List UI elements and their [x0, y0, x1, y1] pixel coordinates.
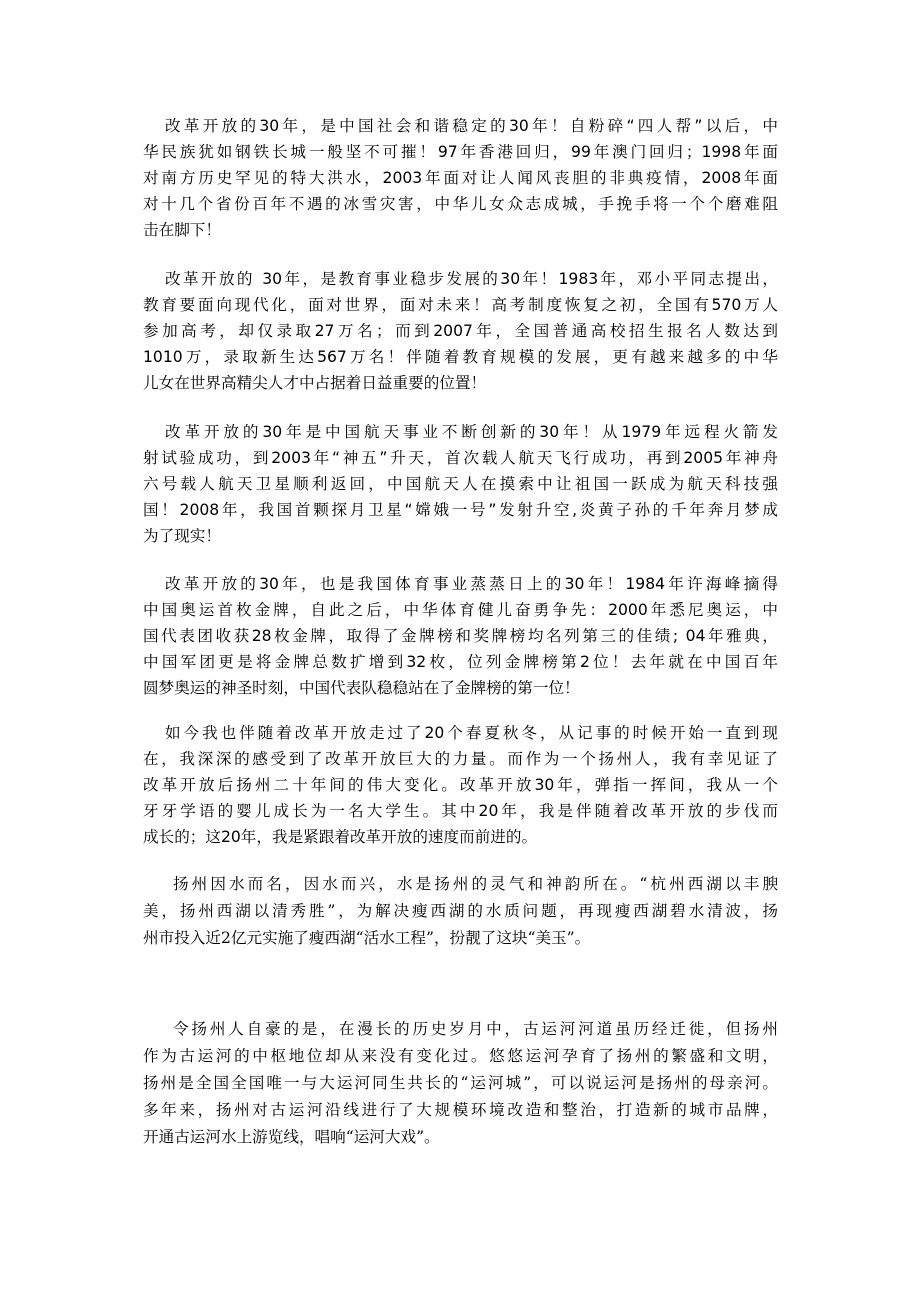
paragraph-personal-growth [143, 720, 778, 850]
paragraph-reform-social-stability [143, 113, 778, 243]
paragraph-line: 1010万，录取新生达567万名！伴随着教育规模的发展，更有越来越多的中华 [143, 348, 778, 366]
paragraph-reform-sports [143, 571, 778, 701]
paragraph-line: 作为古运河的中枢地位却从来没有变化过。悠悠运河孕育了扬州的繁盛和文明， [143, 1047, 778, 1065]
paragraph-reform-aerospace [143, 419, 778, 549]
paragraph-line: 射试验成功，到2003年“神五”升天，首次载人航天飞行成功，再到2005年神舟 [143, 449, 778, 467]
paragraph-line: 改革开放后扬州二十年间的伟大变化。改革开放30年，弹指一挥间，我从一个 [143, 776, 778, 794]
paragraph-line: 中国军团更是将金牌总数扩增到32枚，位列金牌榜第2位！去年就在中国百年 [143, 653, 778, 671]
paragraph-line: 圆梦奥运的神圣时刻，中国代表队稳稳站在了金牌榜的第一位！ [143, 679, 580, 697]
paragraph-line: 对十几个省份百年不遇的冰雪灾害，中华儿女众志成城，手挽手将一个个磨难阻 [143, 195, 778, 213]
paragraph-line: 儿女在世界高精尖人才中占据着日益重要的位置！ [143, 374, 487, 392]
paragraph-line: 中国奥运首枚金牌，自此之后，中华体育健儿奋勇争先：2000年悉尼奥运，中 [143, 601, 778, 619]
paragraph-line: 扬州是全国全国唯一与大运河同生共长的“运河城”，可以说运河是扬州的母亲河。 [143, 1074, 778, 1092]
paragraph-yangzhou-slender-west-lake [143, 871, 778, 952]
paragraph-line: 牙牙学语的婴儿成长为一名大学生。其中20年，我是伴随着改革开放的步伐而 [143, 802, 778, 820]
paragraph-line: 州市投入近2亿元实施了瘦西湖“活水工程”，扮靓了这块“美玉”。 [143, 929, 591, 947]
paragraph-line: 国！2008年，我国首颗探月卫星“嫦娥一号”发射升空,炎黄子孙的千年奔月梦成 [143, 501, 778, 519]
paragraph-line: 改革开放的30年是中国航天事业不断创新的30年！从1979年远程火箭发 [165, 423, 778, 441]
paragraph-line: 国代表团收获28枚金牌，取得了金牌榜和奖牌榜均名列第三的佳绩; 04年雅典， [143, 627, 778, 645]
paragraph-line: 令扬州人自豪的是，在漫长的历史岁月中，古运河河道虽历经迁徙，但扬州 [173, 1020, 778, 1038]
paragraph-line: 击在脚下！ [143, 221, 221, 239]
paragraph-line: 教育要面向现代化，面对世界，面对未来！高考制度恢复之初，全国有570万人 [143, 296, 778, 314]
paragraph-line: 参加高考，却仅录取27万名；而到2007年，全国普通高校招生报名人数达到 [143, 322, 778, 340]
paragraph-line: 为了现实！ [143, 527, 221, 545]
paragraph-line: 多年来，扬州对古运河沿线进行了大规模环境改造和整治，打造新的城市品牌， [143, 1101, 778, 1119]
paragraph-line: 改革开放的30年，是中国社会和谐稳定的30年！自粉碎“四人帮”以后，中 [165, 117, 778, 135]
paragraph-yangzhou-grand-canal [143, 1016, 778, 1151]
paragraph-line: 改革开放的30年，也是我国体育事业蒸蒸日上的30年！1984年许海峰摘得 [165, 575, 778, 593]
paragraph-line: 改革开放的 30年，是教育事业稳步发展的30年！1983年，邓小平同志提出， [165, 270, 778, 288]
paragraph-reform-education [143, 266, 778, 396]
paragraph-line: 华民族犹如钢铁长城一般坚不可摧！97年香港回归，99年澳门回归；1998年面 [143, 143, 778, 161]
paragraph-line: 扬州因水而名，因水而兴，水是扬州的灵气和神韵所在。“杭州西湖以丰腴 [173, 875, 778, 893]
paragraph-line: 成长的；这20年，我是紧跟着改革开放的速度而前进的。 [143, 828, 538, 846]
paragraph-line: 六号载人航天卫星顺利返回，中国航天人在摸索中让祖国一跃成为航天科技强 [143, 475, 778, 493]
paragraph-line: 开通古运河水上游览线，唱响“运河大戏”。 [143, 1128, 440, 1146]
paragraph-line: 对南方历史罕见的特大洪水，2003年面对让人闻风丧胆的非典疫情，2008年面 [143, 169, 778, 187]
paragraph-line: 在，我深深的感受到了改革开放巨大的力量。而作为一个扬州人，我有幸见证了 [143, 750, 778, 768]
paragraph-line: 如今我也伴随着改革开放走过了20个春夏秋冬，从记事的时候开始一直到现 [165, 724, 778, 742]
paragraph-line: 美，扬州西湖以清秀胜”，为解决瘦西湖的水质问题，再现瘦西湖碧水清波，扬 [143, 902, 778, 920]
